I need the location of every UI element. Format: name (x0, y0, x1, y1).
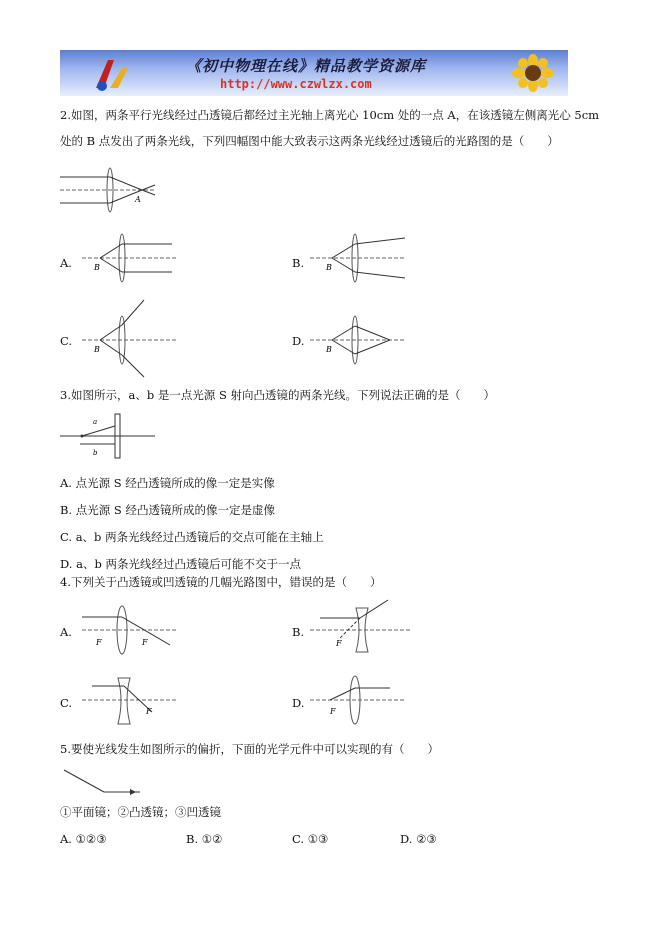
q4-option-d-label[interactable]: D. (292, 696, 305, 710)
q5-choice-b[interactable]: B. ①② (186, 832, 223, 846)
q5-figure (60, 764, 150, 800)
ray-b-label: b (93, 449, 98, 457)
q2-option-b-label[interactable]: B. (292, 256, 305, 270)
q3-figure (60, 410, 160, 460)
q4-option-c-label[interactable]: C. (60, 696, 73, 710)
focus-label: F (330, 707, 336, 716)
q4-option-a-label[interactable]: A. (60, 625, 72, 639)
q3-choice-b[interactable]: B. 点光源 S 经凸透镜所成的像一定是虚像 (60, 503, 275, 517)
point-b-label: B (94, 263, 100, 272)
q4-option-c-figure[interactable] (82, 672, 182, 730)
q2-option-a-figure[interactable] (82, 230, 182, 285)
focus-label: F (336, 639, 342, 648)
q5-elements: ①平面镜；②凸透镜；③凹透镜 (60, 805, 221, 819)
q3-choice-c[interactable]: C. a、b 两条光线经过凸透镜后的交点可能在主轴上 (60, 530, 324, 544)
q4-option-a-figure[interactable] (82, 605, 182, 660)
q2-option-d-figure[interactable] (310, 312, 410, 367)
header-banner (60, 50, 568, 96)
question-5-text: 5.要使光线发生如图所示的偏折，下面的光学元件中可以实现的有（ ） (60, 742, 439, 756)
ray-a-label: a (93, 418, 98, 426)
q3-choices (60, 470, 324, 578)
q4-option-b-figure[interactable] (310, 598, 415, 660)
q2-option-b-figure[interactable] (310, 230, 410, 285)
logo-icon (88, 54, 136, 92)
sunflower-icon (508, 54, 558, 92)
q3-choice-d[interactable]: D. a、b 两条光线经过凸透镜后可能不交于一点 (60, 557, 301, 571)
question-3-text: 3.如图所示，a、b 是一点光源 S 射向凸透镜的两条光线。下列说法正确的是（ ） (60, 388, 496, 402)
q2-option-a-label[interactable]: A. (60, 256, 72, 270)
focus-label: F (142, 638, 148, 647)
q5-choice-c[interactable]: C. ①③ (292, 832, 329, 846)
point-a-label: A (135, 195, 141, 204)
q4-option-b-label[interactable]: B. (292, 625, 305, 639)
point-b-label: B (326, 263, 332, 272)
banner-title: 《初中物理在线》精品教学资源库 (186, 57, 427, 75)
q3-choice-a[interactable]: A. 点光源 S 经凸透镜所成的像一定是实像 (60, 476, 275, 490)
focus-label: F (96, 638, 102, 647)
q2-reference-figure (60, 165, 160, 215)
q4-option-d-figure[interactable] (310, 672, 410, 730)
banner-url[interactable]: http://www.czwlzx.com (220, 77, 372, 91)
q5-choice-d[interactable]: D. ②③ (400, 832, 437, 846)
focus-label: F (146, 707, 152, 716)
point-b-label: B (94, 345, 100, 354)
q2-option-c-label[interactable]: C. (60, 334, 73, 348)
question-2-text: 2.如图，两条平行光线经过凸透镜后都经过主光轴上离光心 10cm 处的一点 A，在该透镜左侧离光心 5cm 处的 B 点发出了两条光线，下列四幅图中能大致表示这两条光线经过透镜后的光路图的是（ ） (60, 108, 600, 148)
q2-option-c-figure[interactable] (82, 295, 182, 380)
q5-choice-a[interactable]: A. ①②③ (60, 832, 107, 846)
question-4-text: 4.下列关于凸透镜或凹透镜的几幅光路图中，错误的是（ ） (60, 575, 382, 589)
q2-option-d-label[interactable]: D. (292, 334, 305, 348)
point-b-label: B (326, 345, 332, 354)
